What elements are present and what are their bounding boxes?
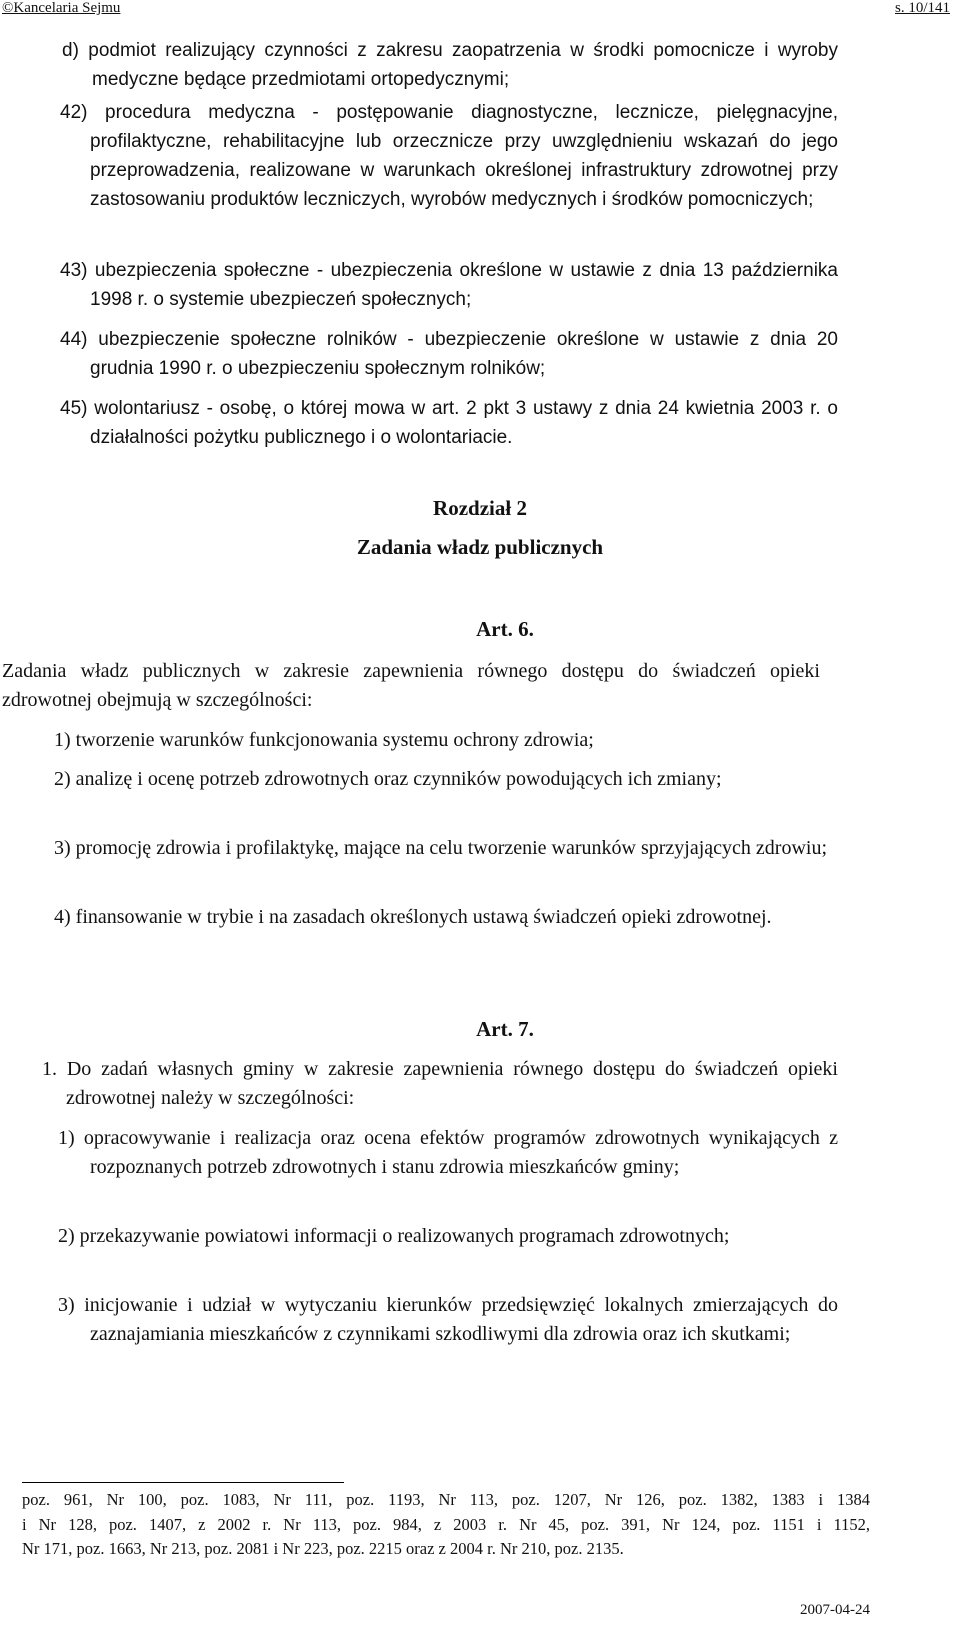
footnote-line: i Nr 128, poz. 1407, z 2002 r. Nr 113, poz. 984, z 2003 r. Nr 45, poz. 391, Nr 124, poz. 1151 i 1152, <box>22 1514 870 1534</box>
definition-item-42: 42) procedura medyczna - postępowanie diagnostyczne, lecznicze, pielęgnacyjne, profilaktyczne, rehabilitacyjne lub orzecznicze przy uwzględnieniu wskazań do jego przeprowadzenia, realizowane w warunkach określonej infrastruktury zdrowotnej przy zastosowaniu produktów leczniczych, wyrobów medycznych i środków pomocniczych; <box>60 102 838 210</box>
article-7-point-3: 3) inicjowanie i udział w wytyczaniu kierunków przedsięwzięć lokalnych zmierzających do zaznajamiania mieszkańców z czynnikami szkodliwymi dla zdrowia oraz ich skutkami; <box>58 1294 838 1345</box>
article-7-heading: Art. 7. <box>476 1017 534 1041</box>
article-7-paragraph-1: 1. Do zadań własnych gminy w zakresie zapewnienia równego dostępu do świadczeń opieki zdrowotnej należy w szczególności: <box>42 1058 838 1109</box>
chapter-number: Rozdział 2 <box>433 496 527 520</box>
document-date: 2007-04-24 <box>800 1602 870 1618</box>
page-number: s. 10/141 <box>894 0 950 16</box>
definition-item-43: 43) ubezpieczenia społeczne - ubezpieczenia określone w ustawie z dnia 13 października 1998 r. o systemie ubezpieczeń społecznych; <box>60 260 838 310</box>
footnote-divider <box>22 1482 344 1483</box>
article-6-point-4: 4) finansowanie w trybie i na zasadach określonych ustawą świadczeń opieki zdrowotnej. <box>54 906 772 928</box>
page-header <box>0 0 960 20</box>
article-6-point-2: 2) analizę i ocenę potrzeb zdrowotnych oraz czynników powodujących ich zmiany; <box>54 768 722 790</box>
footnote-line: poz. 961, Nr 100, poz. 1083, Nr 111, poz. 1193, Nr 113, poz. 1207, Nr 126, poz. 1382, 1383 i 1384 <box>22 1490 870 1509</box>
article-6-point-1: 1) tworzenie warunków funkcjonowania systemu ochrony zdrowia; <box>54 729 594 751</box>
chapter-title: Zadania władz publicznych <box>356 535 604 559</box>
footnote-line: Nr 171, poz. 1663, Nr 213, poz. 2081 i Nr 223, poz. 2215 oraz z 2004 r. Nr 210, poz. 2135. <box>22 1539 624 1558</box>
article-7-point-1: 1) opracowywanie i realizacja oraz ocena efektów programów zdrowotnych wynikających z rozpoznanych potrzeb zdrowotnych i stanu zdrowia mieszkańców gminy; <box>58 1127 838 1178</box>
article-7-point-2: 2) przekazywanie powiatowi informacji o realizowanych programach zdrowotnych; <box>58 1225 730 1247</box>
definition-item-45: 45) wolontariusz - osobę, o której mowa w art. 2 pkt 3 ustawy z dnia 24 kwietnia 2003 r. o działalności pożytku publicznego i o wolontariacie. <box>60 398 838 448</box>
definition-item-d: d) podmiot realizujący czynności z zakresu zaopatrzenia w środki pomocnicze i wyroby medyczne będące przedmiotami ortopedycznymi; <box>62 40 838 90</box>
article-6-point-3: 3) promocję zdrowia i profilaktykę, mające na celu tworzenie warunków sprzyjających zdrowiu; <box>54 837 828 859</box>
article-6-intro: Zadania władz publicznych w zakresie zapewnienia równego dostępu do świadczeń opieki zdrowotnej obejmują w szczególności: <box>2 660 820 711</box>
article-6-heading: Art. 6. <box>476 617 534 641</box>
copyright-label: ©Kancelaria Sejmu <box>2 0 121 16</box>
footnote <box>22 1488 870 1562</box>
definition-item-44: 44) ubezpieczenie społeczne rolników - ubezpieczenie określone w ustawie z dnia 20 grudnia 1990 r. o ubezpieczeniu społecznym rolników; <box>60 329 838 379</box>
